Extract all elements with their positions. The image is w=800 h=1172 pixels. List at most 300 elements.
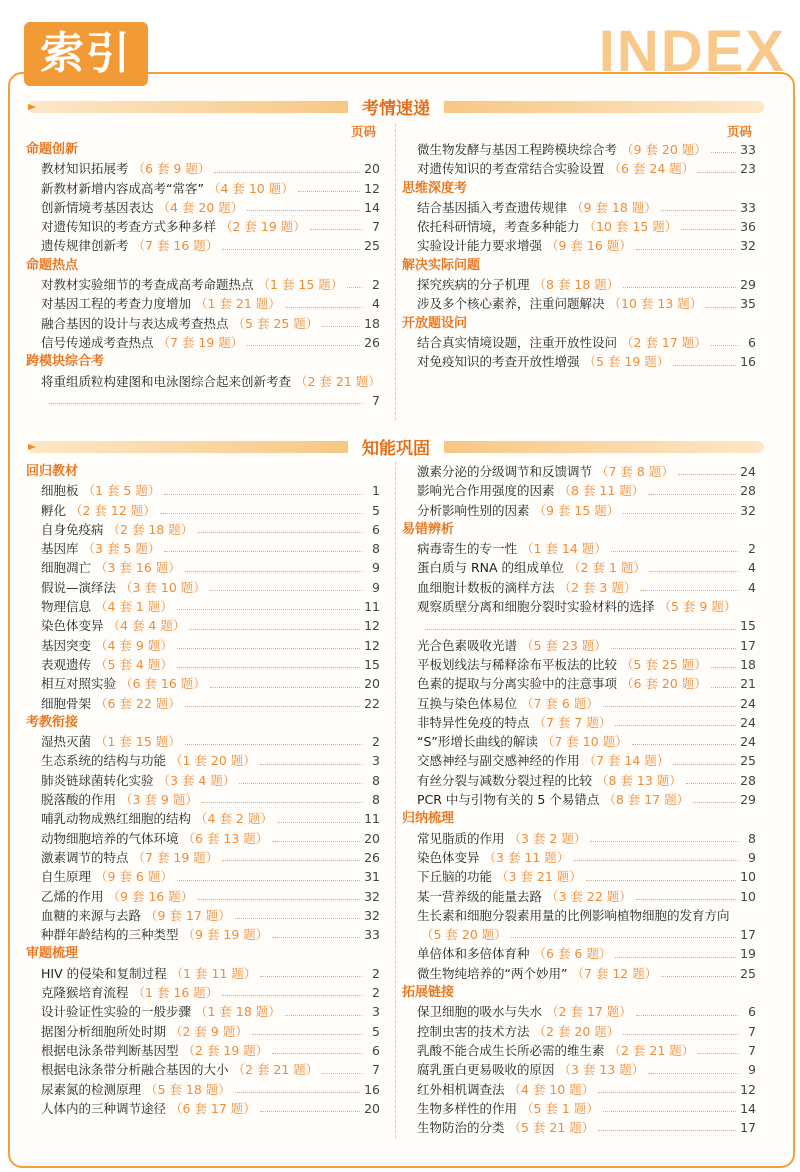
entry-ref: （7 套 16 题）	[132, 238, 219, 254]
index-entry[interactable]	[402, 713, 756, 732]
entry-title: “S”形增长曲线的解读	[417, 734, 538, 750]
entry-ref: （6 套 9 题）	[132, 161, 211, 177]
dot-leader	[698, 1041, 738, 1054]
index-entry[interactable]	[402, 636, 756, 655]
index-entry[interactable]	[402, 790, 756, 809]
entry-page: 9	[748, 1062, 756, 1078]
entry-page: 6	[748, 334, 756, 350]
entry-title: PCR 中与引物有关的 5 个易错点	[417, 792, 600, 808]
entry-page: 32	[364, 888, 380, 904]
index-entry[interactable]	[402, 732, 756, 751]
entry-ref: （2 套 21 题）	[608, 1042, 695, 1058]
index-entry[interactable]	[26, 391, 380, 410]
index-entry[interactable]	[402, 867, 756, 886]
index-entry[interactable]	[26, 1022, 380, 1041]
entry-page: 19	[740, 946, 756, 962]
index-entry[interactable]	[402, 462, 756, 481]
dot-leader	[711, 674, 736, 687]
entry-page: 2	[372, 965, 380, 981]
index-entry[interactable]	[26, 732, 380, 751]
index-entry[interactable]	[402, 597, 756, 616]
index-entry[interactable]	[402, 694, 756, 713]
dot-leader	[636, 887, 736, 900]
entry-page: 6	[748, 1004, 756, 1020]
entry-page: 2	[748, 541, 756, 557]
entry-ref: （2 套 21 题）	[232, 1062, 319, 1078]
entry-title: 微生物发酵与基因工程跨模块综合考	[417, 142, 618, 157]
entry-ref: （8 套 11 题）	[558, 483, 645, 499]
index-entry[interactable]	[26, 964, 380, 983]
entry-page: 24	[740, 464, 756, 479]
entry-ref: （9 套 17 题）	[145, 907, 231, 923]
index-entry[interactable]	[402, 198, 756, 217]
entry-page: 24	[740, 695, 756, 711]
entry-ref: （1 套 21 题）	[195, 296, 281, 312]
index-entry[interactable]	[402, 674, 756, 693]
page-column-header: 页码	[726, 124, 752, 139]
entry-page: 3	[372, 753, 380, 769]
category-heading: 归纳梳理	[402, 811, 455, 827]
index-entry[interactable]	[402, 236, 756, 255]
entry-ref: （1 套 18 题）	[195, 1004, 281, 1020]
entry-page: 10	[740, 888, 756, 904]
index-entry[interactable]	[402, 558, 756, 577]
entry-title: 根据电泳条带分析融合基因的大小	[41, 1062, 229, 1078]
index-entry[interactable]	[26, 751, 380, 770]
entry-page: 20	[364, 161, 380, 177]
index-entry[interactable]	[402, 906, 756, 925]
dot-leader	[185, 558, 362, 571]
entry-page: 24	[740, 714, 756, 730]
entry-ref: （4 套 2 题）	[195, 811, 273, 827]
dot-leader	[603, 694, 736, 707]
entry-page: 32	[740, 238, 756, 254]
entry-title: 光合色素吸收光谱	[417, 637, 518, 653]
entry-ref: （3 套 11 题）	[483, 849, 570, 865]
dot-leader	[247, 198, 360, 211]
category-heading: 审题梳理	[26, 946, 79, 962]
index-entry[interactable]	[26, 983, 380, 1002]
dot-leader	[650, 558, 738, 571]
dot-leader	[322, 1060, 362, 1073]
entry-ref: （4 套 10 题）	[508, 1081, 595, 1097]
index-entry[interactable]	[26, 558, 380, 577]
entry-page: 12	[364, 637, 380, 653]
entry-title: 红外相机调查法	[417, 1081, 505, 1097]
entry-page: 18	[740, 656, 756, 672]
entry-page: 16	[364, 1081, 380, 1097]
dot-leader	[611, 539, 738, 552]
dot-leader	[711, 140, 736, 153]
entry-title: 控制虫害的技术方法	[417, 1023, 530, 1039]
entry-title: 对遗传知识的考查方式多种多样	[41, 219, 217, 235]
dot-leader	[586, 867, 736, 880]
dot-leader	[673, 352, 736, 365]
index-entry[interactable]	[26, 275, 380, 294]
index-entry[interactable]	[26, 294, 380, 313]
entry-page: 8	[748, 830, 756, 846]
entry-title: 对教材实验细节的考查成高考命题热点	[41, 277, 254, 293]
index-entry[interactable]	[26, 501, 380, 520]
index-entry[interactable]	[26, 790, 380, 809]
dot-leader	[239, 771, 362, 784]
index-entry[interactable]	[402, 1099, 756, 1118]
index-entry[interactable]	[26, 1060, 380, 1079]
entry-ref: （3 套 22 题）	[546, 888, 632, 904]
entry-ref: （5 套 21 题）	[508, 1120, 595, 1136]
dot-leader	[285, 294, 362, 307]
entry-ref: （9 套 18 题）	[571, 199, 657, 215]
section-title: 知能巩固	[348, 434, 444, 459]
dot-leader	[611, 636, 736, 649]
index-entry[interactable]	[402, 829, 756, 848]
entry-ref: （9 套 19 题）	[182, 927, 269, 943]
entry-title: 相互对照实验	[41, 676, 117, 692]
dot-leader	[623, 275, 736, 288]
index-entry[interactable]	[26, 1080, 380, 1099]
index-entry[interactable]	[402, 1022, 756, 1041]
index-entry[interactable]	[26, 848, 380, 867]
entry-title: 血细胞计数板的滴样方法	[417, 579, 555, 595]
index-entry[interactable]	[402, 333, 756, 352]
entry-page: 29	[740, 792, 756, 808]
entry-title: 激素调节的特点	[41, 849, 129, 865]
entry-page: 10	[740, 869, 756, 885]
entry-page: 23	[740, 161, 756, 177]
entry-page: 18	[364, 315, 380, 331]
entry-ref: （4 套 9 题）	[95, 637, 173, 653]
entry-page: 25	[740, 753, 756, 769]
entry-title: 动物细胞培养的气体环境	[41, 830, 179, 846]
entry-ref: （3 套 16 题）	[95, 560, 181, 576]
entry-ref: （7 套 12 题）	[571, 965, 658, 981]
entry-title: 常见脂质的作用	[417, 830, 505, 846]
dot-leader	[706, 294, 736, 307]
index-entry[interactable]	[402, 159, 756, 178]
entry-title: 遗传规律创新考	[41, 238, 129, 254]
dot-leader	[277, 809, 360, 822]
category-heading: 解决实际问题	[402, 257, 481, 273]
dot-leader	[160, 501, 362, 514]
dot-leader	[623, 501, 736, 514]
index-entry[interactable]	[26, 372, 380, 391]
index-entry[interactable]	[26, 829, 380, 848]
entry-page: 8	[372, 772, 380, 788]
dot-leader	[632, 732, 736, 745]
entry-title: 下丘脑的功能	[417, 869, 493, 885]
entry-title: 克隆猴培育流程	[41, 985, 129, 1001]
entry-ref: （2 套 20 题）	[533, 1023, 620, 1039]
category-heading: 开放题设问	[402, 315, 468, 331]
index-entry[interactable]	[26, 333, 380, 352]
entry-title: 病毒寄生的专一性	[417, 541, 518, 557]
entry-title: 物理信息	[41, 599, 92, 615]
dot-leader	[222, 983, 362, 996]
dot-leader	[235, 906, 360, 919]
dot-leader	[636, 236, 736, 249]
entry-page: 6	[372, 1042, 380, 1058]
index-entry[interactable]	[26, 198, 380, 217]
entry-title: 将重组质粒构建图和电泳图综合起来创新考查	[41, 373, 292, 389]
index-entry[interactable]	[402, 887, 756, 906]
entry-ref: （3 套 2 题）	[508, 830, 587, 846]
entry-title: 基因库	[41, 541, 79, 557]
dot-leader	[693, 790, 736, 803]
index-entry[interactable]	[402, 501, 756, 520]
dot-leader	[197, 520, 362, 533]
entry-title: 细胞凋亡	[41, 560, 92, 576]
index-entry[interactable]	[402, 539, 756, 558]
index-entry[interactable]	[402, 1002, 756, 1021]
right-column	[402, 124, 756, 372]
entry-ref: （1 套 11 题）	[170, 965, 257, 981]
index-entry[interactable]	[402, 655, 756, 674]
entry-ref: （2 套 19 题）	[220, 219, 306, 235]
entry-page: 20	[364, 1100, 380, 1116]
entry-ref: （7 套 14 题）	[583, 753, 670, 769]
index-entry[interactable]	[402, 352, 756, 371]
entry-page: 26	[364, 334, 380, 350]
category-heading: 思维深度考	[402, 180, 468, 196]
dot-leader	[636, 1002, 738, 1015]
entry-page: 25	[740, 965, 756, 981]
entry-page: 5	[372, 502, 380, 518]
index-entry[interactable]	[26, 887, 380, 906]
entry-title: 信号传递成考查热点	[41, 334, 154, 350]
dot-leader	[285, 1002, 362, 1015]
entry-ref: （3 套 10 题）	[120, 579, 206, 595]
index-entry[interactable]	[26, 236, 380, 255]
entry-title: 分析影响性别的因素	[417, 502, 530, 518]
entry-ref: （5 套 25 题）	[232, 315, 319, 331]
index-entry[interactable]	[26, 616, 380, 635]
index-entry[interactable]	[402, 1118, 756, 1137]
dot-leader	[177, 597, 360, 610]
entry-ref: （2 套 18 题）	[107, 521, 194, 537]
entry-title: 脱落酸的作用	[41, 792, 117, 808]
entry-title: 涉及多个核心素养，注重问题解决	[417, 296, 605, 312]
dot-leader	[177, 867, 360, 880]
entry-title: 生态系统的结构与功能	[41, 753, 167, 769]
dot-leader	[322, 314, 360, 327]
index-entry[interactable]	[26, 159, 380, 178]
entry-ref: （5 套 1 题）	[521, 1100, 599, 1116]
entry-title: 对免疫知识的考查开放性增强	[417, 354, 580, 370]
dot-leader	[189, 616, 360, 629]
index-entry[interactable]	[26, 771, 380, 790]
index-entry[interactable]	[402, 616, 756, 635]
dot-leader	[185, 732, 362, 745]
entry-page: 33	[364, 927, 380, 943]
index-entry[interactable]	[402, 925, 756, 944]
index-entry[interactable]	[26, 1041, 380, 1060]
entry-page: 20	[364, 830, 380, 846]
index-entry[interactable]	[402, 481, 756, 500]
dot-leader	[686, 771, 736, 784]
entry-title: 观察质壁分离和细胞分裂时实验材料的选择	[417, 599, 655, 615]
entry-title: 微生物纯培养的“两个妙用”	[417, 965, 568, 981]
index-entry[interactable]	[26, 1099, 380, 1118]
entry-ref: （6 套 20 题）	[621, 676, 707, 692]
index-entry[interactable]	[402, 1041, 756, 1060]
entry-page: 8	[372, 541, 380, 557]
index-entry[interactable]	[402, 294, 756, 313]
index-entry[interactable]	[26, 809, 380, 828]
entry-title: HIV 的侵染和复制过程	[41, 965, 167, 981]
index-entry[interactable]	[26, 481, 380, 500]
entry-ref: （1 套 5 题）	[82, 483, 161, 499]
entry-title: 自生原理	[41, 869, 92, 885]
index-entry[interactable]	[26, 179, 380, 198]
left-column	[26, 124, 380, 410]
index-entry[interactable]	[402, 1060, 756, 1079]
entry-page: 17	[740, 927, 756, 943]
index-entry[interactable]	[402, 140, 756, 159]
section-title: 考情速递	[348, 94, 444, 119]
entry-title: 保卫细胞的吸水与失水	[417, 1004, 543, 1020]
page-column-header: 页码	[350, 124, 376, 139]
index-entry[interactable]	[26, 655, 380, 674]
entry-page: 17	[740, 1120, 756, 1136]
entry-page: 32	[364, 907, 380, 923]
index-entry[interactable]	[402, 771, 756, 790]
index-entry[interactable]	[26, 867, 380, 886]
dot-leader	[678, 462, 736, 475]
entry-page: 12	[364, 180, 380, 196]
index-entry[interactable]	[402, 944, 756, 963]
index-entry[interactable]	[26, 539, 380, 558]
index-entry[interactable]	[26, 694, 380, 713]
index-entry[interactable]	[402, 275, 756, 294]
dot-leader	[698, 159, 736, 172]
entry-title: 教材知识拓展考	[41, 161, 129, 177]
entry-ref: （2 套 1 题）	[568, 560, 646, 576]
index-entry[interactable]	[26, 906, 380, 925]
entry-title: 激素分泌的分级调节和反馈调节	[417, 464, 593, 479]
right-column	[402, 462, 756, 1137]
entry-title: 染色体变异	[417, 849, 480, 865]
entry-title: 单倍体和多倍体育种	[417, 946, 530, 962]
entry-title: 表观遗传	[41, 656, 92, 672]
dot-leader	[272, 925, 360, 938]
entry-title: 融合基因的设计与表达成考查热点	[41, 315, 229, 331]
index-entry[interactable]	[402, 578, 756, 597]
entry-page: 5	[372, 1023, 380, 1039]
entry-page: 11	[364, 811, 380, 827]
entry-page: 15	[740, 618, 756, 634]
dot-leader	[177, 636, 360, 649]
entry-page: 20	[364, 676, 380, 692]
index-entry[interactable]	[26, 636, 380, 655]
category-heading: 拓展链接	[402, 985, 455, 1001]
entry-ref: （3 套 4 题）	[157, 772, 236, 788]
entry-title: 依托科研情境，考查多种能力	[417, 219, 580, 235]
entry-page: 4	[748, 579, 756, 595]
entry-title: 染色体变异	[41, 618, 104, 634]
index-entry[interactable]	[402, 217, 756, 236]
entry-title: 乳酸不能合成生长所必需的维生素	[417, 1042, 605, 1058]
dot-leader	[615, 713, 736, 726]
entry-ref: （6 套 13 题）	[182, 830, 269, 846]
index-entry[interactable]	[402, 848, 756, 867]
category-heading: 跨模块综合考	[26, 354, 105, 370]
entry-title: 种群年龄结构的三种类型	[41, 927, 179, 943]
index-entry[interactable]	[26, 314, 380, 333]
entry-page: 29	[740, 277, 756, 293]
entry-ref: （4 套 10 题）	[207, 180, 294, 196]
entry-title: 交感神经与副交感神经的作用	[417, 753, 580, 769]
dot-leader	[648, 481, 736, 494]
dot-leader	[298, 179, 360, 192]
dot-leader	[210, 578, 362, 591]
section-banner	[28, 96, 764, 118]
entry-page: 6	[372, 521, 380, 537]
entry-title: 设计验证性实验的一般步骤	[41, 1004, 192, 1020]
dot-leader	[598, 1118, 736, 1131]
entry-page: 28	[740, 483, 756, 499]
entry-ref: （1 套 14 题）	[521, 541, 607, 557]
entry-page	[389, 372, 403, 391]
entry-ref: （9 套 15 题）	[533, 502, 620, 518]
category-heading: 回归教材	[26, 464, 79, 479]
entry-page: 2	[372, 985, 380, 1001]
index-entry[interactable]	[26, 578, 380, 597]
dot-leader	[222, 848, 360, 861]
index-entry[interactable]	[402, 751, 756, 770]
index-entry[interactable]	[26, 520, 380, 539]
category-heading: 考教衔接	[26, 714, 79, 730]
entry-ref: （7 套 7 题）	[533, 714, 612, 730]
index-entry[interactable]	[26, 1002, 380, 1021]
entry-ref: （5 套 23 题）	[521, 637, 607, 653]
dot-leader	[681, 217, 736, 230]
entry-title: 人体内的三种调节途径	[41, 1100, 167, 1116]
dot-leader	[164, 539, 362, 552]
entry-ref: （1 套 15 题）	[95, 734, 181, 750]
entry-title: 细胞板	[41, 483, 79, 499]
entry-title: 色素的提取与分离实验中的注意事项	[417, 676, 618, 692]
dot-leader	[185, 694, 360, 707]
entry-title: 乙烯的作用	[41, 888, 104, 904]
entry-title: 互换与染色体易位	[417, 695, 518, 711]
index-entry[interactable]	[26, 925, 380, 944]
entry-title: 结合真实情境设题，注重开放性设问	[417, 334, 618, 350]
entry-ref: （9 套 6 题）	[95, 869, 173, 885]
dot-leader	[272, 829, 360, 842]
entry-title: 生长素和细胞分裂素用量的比例影响植物细胞的发育方向	[417, 907, 730, 923]
index-entry[interactable]	[26, 597, 380, 616]
entry-title: 据图分析细胞所处时期	[41, 1023, 167, 1039]
entry-page: 16	[740, 354, 756, 370]
entry-page: 9	[372, 579, 380, 595]
entry-ref: （6 套 24 题）	[608, 161, 695, 177]
category-heading: 命题创新	[26, 142, 79, 157]
entry-title: 基因突变	[41, 637, 92, 653]
index-entry[interactable]	[26, 674, 380, 693]
dot-leader	[623, 1022, 738, 1035]
entry-page: 28	[740, 772, 756, 788]
index-entry[interactable]	[402, 1080, 756, 1099]
entry-page: 12	[740, 1081, 756, 1097]
index-entry[interactable]	[402, 964, 756, 983]
entry-ref: （8 套 13 题）	[596, 772, 682, 788]
dot-leader	[310, 217, 362, 230]
dot-leader	[615, 944, 736, 957]
index-entry[interactable]	[26, 217, 380, 236]
entry-ref: （5 套 25 题）	[621, 656, 707, 672]
dot-leader	[661, 964, 736, 977]
entry-ref: （10 套 15 题）	[583, 219, 678, 235]
